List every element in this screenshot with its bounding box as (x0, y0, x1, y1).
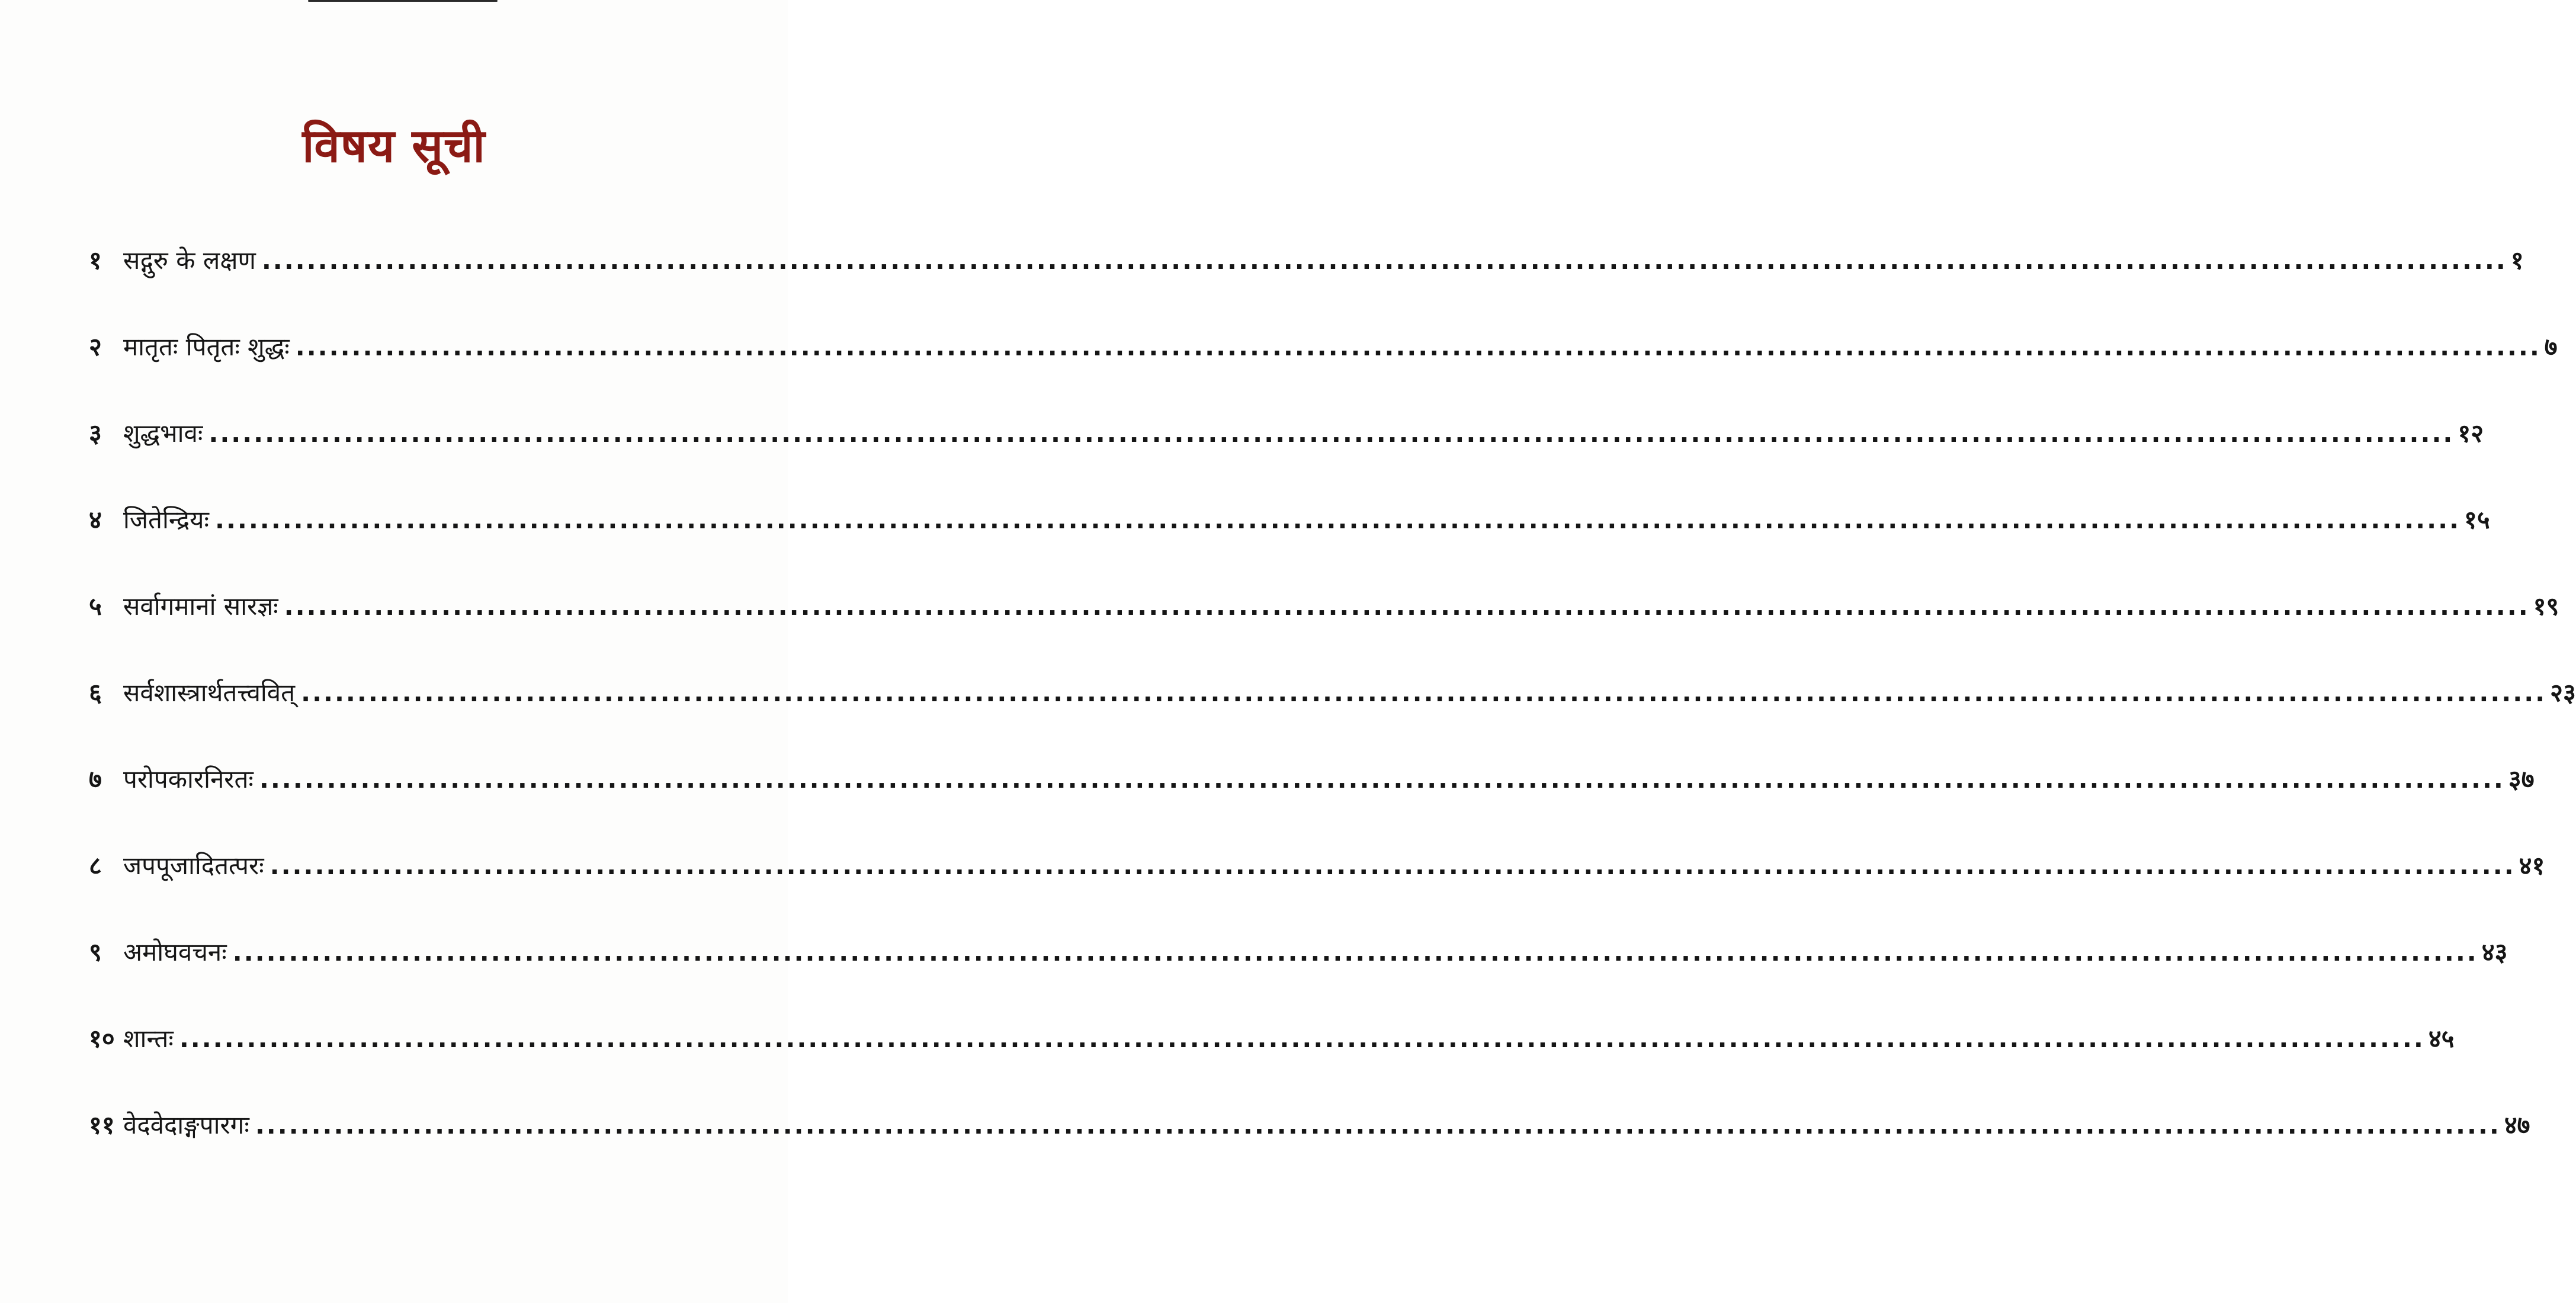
toc-entry (89, 675, 2576, 762)
toc-entry (89, 243, 2524, 329)
toc-entry-title: सर्वागमानां सारज्ञः (123, 592, 278, 621)
dot-leader: ........................................................................................................................................................................................................ (301, 678, 2547, 707)
dot-leader: ........................................................................................................................................................................................................ (284, 592, 2530, 621)
dot-leader: ........................................................................................................................................................................................................ (295, 332, 2541, 361)
toc-entry-number: ५ (89, 592, 102, 621)
toc-entry-number: २ (89, 332, 102, 361)
toc-entry (89, 1021, 2455, 1108)
dot-leader: ........................................................................................................................................................................................................ (259, 765, 2505, 794)
toc-entry-title: सद्गुरु के लक्षण (123, 246, 256, 275)
toc-entry-title: मातृतः पितृतः शुद्धः (123, 332, 290, 361)
toc-entry-number: ४ (89, 505, 102, 534)
toc-entry-page: १ (2510, 246, 2524, 275)
toc-entry-title: शान्तः (123, 1024, 174, 1053)
toc-entry (89, 589, 2559, 675)
toc-entry-number: ११ (89, 1111, 115, 1140)
page-title: विषय सूची (302, 119, 486, 173)
toc-entry (89, 1108, 2530, 1194)
dot-leader: ........................................................................................................................................................................................................ (179, 1024, 2425, 1053)
toc-entry-number: ६ (89, 678, 102, 707)
toc-entry-number: ७ (89, 765, 102, 794)
toc-entry-page: ७ (2544, 332, 2558, 361)
toc-entry-page: ४५ (2428, 1024, 2455, 1053)
toc-entry-title: जितेन्द्रियः (123, 505, 209, 534)
toc-entry-title: शुद्धभावः (123, 419, 203, 448)
toc-entry-page: ४३ (2481, 938, 2508, 967)
page-top-edge (308, 0, 498, 2)
toc-entry-title: अमोघवचनः (123, 938, 227, 967)
toc-entry-page: २३ (2550, 678, 2576, 707)
toc-entry-page: ३७ (2508, 765, 2535, 794)
toc-entry-number: ९ (89, 938, 102, 967)
dot-leader: ........................................................................................................................................................................................................ (255, 1111, 2501, 1140)
table-of-contents (89, 243, 2576, 1194)
toc-entry-title: जपपूजादितत्परः (123, 851, 264, 880)
toc-entry-title: परोपकारनिरतः (123, 765, 254, 794)
toc-entry-number: ३ (89, 419, 102, 448)
dot-leader: ........................................................................................................................................................................................................ (214, 505, 2460, 534)
dot-leader: ........................................................................................................................................................................................................ (232, 938, 2478, 967)
toc-entry (89, 502, 2490, 589)
toc-entry-number: १ (89, 246, 102, 275)
dot-leader: ........................................................................................................................................................................................................ (208, 419, 2455, 448)
toc-entry (89, 329, 2558, 416)
toc-entry-title: सर्वशास्त्रार्थतत्त्ववित् (123, 678, 296, 707)
toc-entry-number: ८ (89, 851, 102, 880)
dot-leader: ........................................................................................................................................................................................................ (270, 851, 2516, 880)
toc-entry-page: ४७ (2504, 1111, 2530, 1140)
toc-entry (89, 848, 2545, 935)
toc-entry-page: १५ (2464, 505, 2490, 534)
toc-entry (89, 762, 2535, 848)
toc-entry (89, 935, 2508, 1021)
toc-entry (89, 416, 2484, 502)
dot-leader: ........................................................................................................................................................................................................ (261, 246, 2507, 275)
toc-entry-page: ४१ (2519, 851, 2545, 880)
toc-entry-title: वेदवेदाङ्गपारगः (123, 1111, 249, 1140)
toc-entry-page: १९ (2533, 592, 2559, 621)
toc-entry-page: १२ (2458, 419, 2484, 448)
toc-entry-number: १० (89, 1024, 115, 1053)
